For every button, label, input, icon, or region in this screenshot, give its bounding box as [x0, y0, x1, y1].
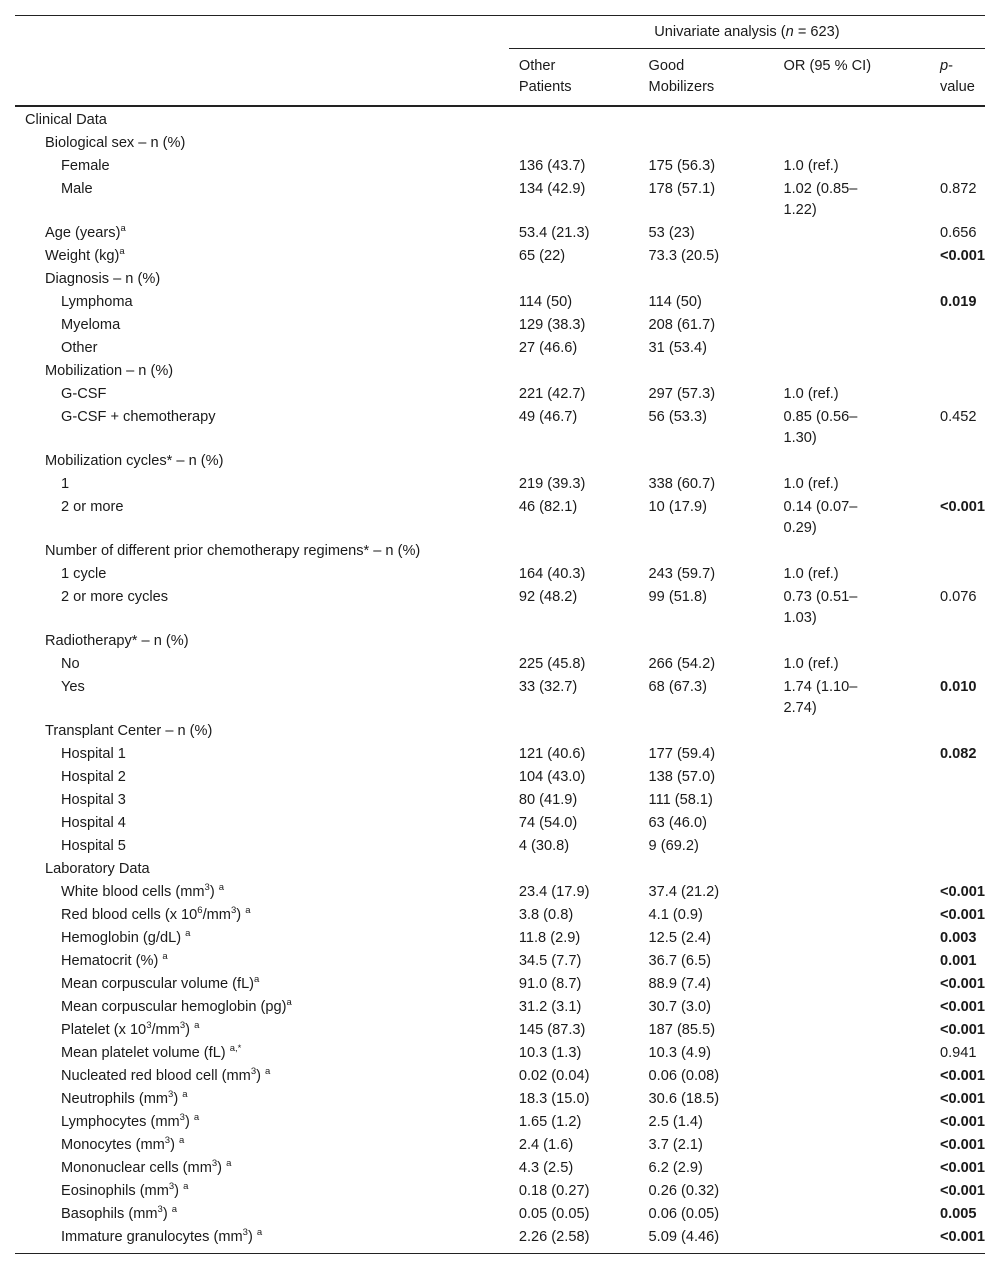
row-label: Other [61, 340, 98, 356]
cell-p-value [930, 383, 985, 406]
table-row [15, 406, 985, 450]
cell-or-ci: 1.0 (ref.) [783, 158, 839, 174]
cell-p-value [930, 314, 985, 337]
cell-other-patients: 10.3 (1.3) [518, 1045, 582, 1061]
row-label: Hospital 1 [61, 746, 126, 762]
cell-other-patients: 219 (39.3) [518, 476, 586, 492]
table-row [15, 155, 985, 178]
cell-other-patients: 27 (46.6) [518, 340, 578, 356]
cell-good-mobilizers: 177 (59.4) [648, 746, 716, 762]
table-row [15, 473, 985, 496]
table-row [15, 450, 985, 473]
cell-or-ci [774, 766, 930, 789]
cell-other-patients: 129 (38.3) [518, 317, 586, 333]
cell-p-value [930, 450, 985, 473]
cell-other-patients: 49 (46.7) [518, 409, 578, 425]
table-row [15, 1042, 985, 1065]
cell-or-ci [774, 858, 930, 881]
cell-good-mobilizers: 30.7 (3.0) [648, 999, 712, 1015]
cell-p-value: <0.001 [939, 907, 985, 923]
cell-good-mobilizers: 175 (56.3) [648, 158, 716, 174]
cell-or-ci [774, 450, 930, 473]
span-header: Univariate analysis (n = 623) [509, 16, 985, 49]
cell-or-ci [774, 950, 930, 973]
cell-p-value: 0.010 [939, 679, 977, 695]
cell-p-value: 0.082 [939, 746, 977, 762]
cell-good-mobilizers [639, 106, 774, 132]
cell-p-value: <0.001 [939, 1091, 985, 1107]
row-label: Hospital 3 [61, 792, 126, 808]
row-label: Basophils $(mm^3)$ $^a$ [61, 1204, 178, 1222]
cell-p-value [930, 360, 985, 383]
cell-good-mobilizers: 31 (53.4) [648, 340, 707, 356]
table-row [15, 222, 985, 245]
cell-p-value [930, 268, 985, 291]
cell-or-ci [774, 973, 930, 996]
cell-or-ci: 1.0 (ref.) [783, 566, 839, 582]
cell-good-mobilizers: 68 (67.3) [648, 679, 707, 695]
cell-p-value [930, 653, 985, 676]
cell-good-mobilizers: 3.7 (2.1) [648, 1137, 703, 1153]
row-label: Number of different prior chemotherapy regimens* – n (%) [45, 543, 421, 559]
cell-or-ci [774, 222, 930, 245]
table-row [15, 653, 985, 676]
cell-other-patients: 18.3 (15.0) [518, 1091, 590, 1107]
row-label: Hospital 4 [61, 815, 126, 831]
cell-or-ci: 1.0 (ref.) [783, 386, 839, 402]
table-row [15, 291, 985, 314]
row-label: Transplant Center – n (%) [45, 723, 213, 739]
cell-other-patients [509, 268, 639, 291]
row-label: 1 [61, 476, 70, 492]
cell-good-mobilizers: 338 (60.7) [648, 476, 716, 492]
cell-or-ci: 0.14 (0.07–0.29) [783, 499, 858, 536]
cell-or-ci: 1.74 (1.10–2.74) [783, 679, 858, 716]
cell-good-mobilizers: 53 (23) [648, 225, 695, 241]
cell-or-ci [774, 1180, 930, 1203]
cell-good-mobilizers: 30.6 (18.5) [648, 1091, 720, 1107]
cell-p-value: <0.001 [939, 1183, 985, 1199]
cell-good-mobilizers: 111 (58.1) [648, 792, 713, 808]
cell-or-ci [774, 881, 930, 904]
table-row [15, 720, 985, 743]
cell-or-ci [774, 630, 930, 653]
row-label: Red blood cells (x $10^6/mm^3$) $^a$ [61, 905, 251, 923]
cell-other-patients: 91.0 (8.7) [518, 976, 582, 992]
cell-or-ci [774, 540, 930, 563]
table-row [15, 858, 985, 881]
cell-good-mobilizers: 36.7 (6.5) [648, 953, 712, 969]
table-row [15, 314, 985, 337]
cell-or-ci [774, 132, 930, 155]
row-label: Neutrophils $(mm^3)$ $^a$ [61, 1089, 188, 1107]
table-row [15, 835, 985, 858]
table-row [15, 881, 985, 904]
cell-or-ci: 1.02 (0.85–1.22) [783, 181, 858, 218]
col-header-p-value: p-value [930, 49, 985, 107]
cell-good-mobilizers [639, 450, 774, 473]
table-row [15, 496, 985, 540]
cell-p-value: 0.019 [939, 294, 977, 310]
cell-other-patients: 34.5 (7.7) [518, 953, 582, 969]
row-label: Nucleated red blood cell $(mm^3)$ $^a$ [61, 1066, 271, 1084]
cell-other-patients [509, 630, 639, 653]
cell-or-ci [774, 1226, 930, 1254]
row-label: Yes [61, 679, 85, 695]
table-row [15, 743, 985, 766]
table-row [15, 337, 985, 360]
cell-p-value [930, 337, 985, 360]
cell-p-value [930, 720, 985, 743]
cell-good-mobilizers: 37.4 (21.2) [648, 884, 720, 900]
cell-good-mobilizers [639, 858, 774, 881]
cell-or-ci [774, 789, 930, 812]
col-header-good-mobilizers: Good Mobilizers [639, 49, 774, 107]
table-row [15, 383, 985, 406]
row-label: Mononuclear cells $(mm^3)$ $^a$ [61, 1158, 232, 1176]
cell-good-mobilizers: 63 (46.0) [648, 815, 707, 831]
cell-p-value: <0.001 [939, 248, 985, 264]
row-label: G-CSF [61, 386, 107, 402]
cell-p-value: 0.076 [939, 589, 977, 605]
cell-p-value [930, 473, 985, 496]
cell-p-value: <0.001 [939, 976, 985, 992]
cell-other-patients: 53.4 (21.3) [518, 225, 590, 241]
cell-p-value: <0.001 [939, 1068, 985, 1084]
table-row [15, 132, 985, 155]
table-row [15, 540, 985, 563]
cell-or-ci [774, 1019, 930, 1042]
cell-good-mobilizers: 243 (59.7) [648, 566, 716, 582]
cell-other-patients: 121 (40.6) [518, 746, 586, 762]
cell-other-patients [509, 720, 639, 743]
cell-or-ci: 0.85 (0.56–1.30) [783, 409, 858, 446]
cell-p-value: 0.452 [939, 409, 977, 425]
table-row [15, 630, 985, 653]
cell-other-patients [509, 450, 639, 473]
table-row [15, 106, 985, 132]
cell-good-mobilizers [639, 268, 774, 291]
row-label: Male [61, 181, 93, 197]
cell-other-patients: 136 (43.7) [518, 158, 586, 174]
row-label: Clinical Data [25, 112, 107, 128]
cell-or-ci [774, 337, 930, 360]
cell-or-ci [774, 743, 930, 766]
table-row [15, 950, 985, 973]
cell-other-patients: 33 (32.7) [518, 679, 578, 695]
cell-or-ci [774, 996, 930, 1019]
cell-other-patients: 221 (42.7) [518, 386, 586, 402]
cell-p-value [930, 155, 985, 178]
header-row-span [15, 16, 985, 49]
cell-other-patients [509, 858, 639, 881]
row-label: Diagnosis – n (%) [45, 271, 161, 287]
row-label: Mean platelet volume (fL) $^{a,*}$ [61, 1043, 242, 1061]
cell-other-patients: 4 (30.8) [518, 838, 570, 854]
cell-other-patients: 4.3 (2.5) [518, 1160, 574, 1176]
row-label: Hospital 5 [61, 838, 126, 854]
cell-other-patients: 114 (50) [518, 294, 573, 310]
cell-p-value: <0.001 [939, 1022, 985, 1038]
cell-good-mobilizers: 12.5 (2.4) [648, 930, 712, 946]
table-row [15, 676, 985, 720]
row-label: Immature granulocytes $(mm^3)$ $^a$ [15, 1226, 509, 1254]
cell-other-patients: 1.65 (1.2) [518, 1114, 582, 1130]
cell-p-value: <0.001 [939, 499, 985, 515]
table-row [15, 766, 985, 789]
cell-p-value: 0.005 [939, 1206, 977, 1222]
cell-good-mobilizers: 88.9 (7.4) [648, 976, 712, 992]
row-label: Platelet (x $10^3/mm^3$) $^a$ [61, 1020, 200, 1038]
row-label: Biological sex – n (%) [45, 135, 186, 151]
table-row [15, 996, 985, 1019]
table-row [15, 927, 985, 950]
cell-p-value: 0.872 [939, 181, 977, 197]
table-row [15, 586, 985, 630]
cell-p-value [930, 835, 985, 858]
cell-good-mobilizers: 114 (50) [648, 294, 702, 310]
cell-other-patients: 3.8 (0.8) [518, 907, 574, 923]
cell-other-patients [509, 106, 639, 132]
table-row [15, 1226, 985, 1254]
row-label: Lymphocytes $(mm^3)$ $^a$ [61, 1112, 200, 1130]
cell-p-value: 0.001 [939, 953, 977, 969]
row-label: Eosinophils $(mm^3)$ $^a$ [61, 1181, 189, 1199]
col-header-other-patients: Other Patients [509, 49, 639, 107]
cell-good-mobilizers: 10.3 (4.9) [648, 1045, 712, 1061]
cell-p-value [930, 858, 985, 881]
table-row [15, 1019, 985, 1042]
cell-other-patients: 92 (48.2) [518, 589, 578, 605]
cell-p-value: <0.001 [939, 1160, 985, 1176]
cell-or-ci [774, 268, 930, 291]
cell-or-ci [774, 927, 930, 950]
cell-good-mobilizers: 73.3 (20.5) [648, 248, 720, 264]
cell-good-mobilizers [639, 132, 774, 155]
cell-good-mobilizers: 9 (69.2) [648, 838, 699, 854]
cell-or-ci [774, 360, 930, 383]
table-row [15, 268, 985, 291]
cell-or-ci [774, 812, 930, 835]
cell-other-patients: 0.05 (0.05) [518, 1206, 590, 1222]
cell-p-value: <0.001 [939, 999, 985, 1015]
table-row [15, 1065, 985, 1088]
table-row [15, 178, 985, 222]
cell-other-patients: 80 (41.9) [518, 792, 578, 808]
cell-other-patients: 65 (22) [518, 248, 566, 264]
col-header-or: OR (95 % CI) [774, 49, 930, 107]
cell-or-ci [774, 314, 930, 337]
cell-or-ci [774, 291, 930, 314]
cell-good-mobilizers: 99 (51.8) [648, 589, 707, 605]
row-label: Female [61, 158, 110, 174]
cell-p-value: <0.001 [930, 1226, 985, 1254]
cell-other-patients: 104 (43.0) [518, 769, 586, 785]
row-label: Laboratory Data [45, 861, 150, 877]
table-row [15, 973, 985, 996]
header-row-columns [15, 49, 985, 107]
cell-p-value [930, 766, 985, 789]
cell-p-value: <0.001 [939, 1137, 985, 1153]
cell-good-mobilizers: 187 (85.5) [648, 1022, 716, 1038]
cell-other-patients: 164 (40.3) [518, 566, 586, 582]
row-label: Mobilization cycles* – n (%) [45, 453, 224, 469]
cell-or-ci [774, 1134, 930, 1157]
cell-good-mobilizers: 0.06 (0.05) [648, 1206, 720, 1222]
cell-or-ci [774, 904, 930, 927]
cell-good-mobilizers: 6.2 (2.9) [648, 1160, 703, 1176]
row-label: G-CSF + chemotherapy [61, 409, 216, 425]
cell-p-value: 0.941 [939, 1045, 977, 1061]
cell-other-patients: 46 (82.1) [518, 499, 578, 515]
table-row [15, 904, 985, 927]
cell-good-mobilizers: 266 (54.2) [648, 656, 716, 672]
row-label: 2 or more cycles [61, 589, 169, 605]
cell-good-mobilizers: 2.5 (1.4) [648, 1114, 703, 1130]
cell-or-ci [774, 1065, 930, 1088]
cell-p-value: <0.001 [939, 1114, 985, 1130]
cell-other-patients: 145 (87.3) [518, 1022, 586, 1038]
row-label: Age (years)$^a$ [45, 223, 126, 241]
row-label: Mobilization – n (%) [45, 363, 174, 379]
table-row [15, 1157, 985, 1180]
cell-p-value [930, 812, 985, 835]
row-label: Mean corpuscular volume (fL)$^a$ [61, 974, 260, 992]
table-row [15, 360, 985, 383]
cell-p-value [930, 630, 985, 653]
cell-p-value: <0.001 [939, 884, 985, 900]
cell-good-mobilizers [639, 360, 774, 383]
cell-or-ci [774, 1111, 930, 1134]
row-label: Mean corpuscular hemoglobin (pg)$^a$ [61, 997, 292, 1015]
table-row [15, 1203, 985, 1226]
cell-p-value [930, 789, 985, 812]
cell-p-value [930, 563, 985, 586]
row-label: Hemoglobin (g/dL) $^a$ [61, 928, 191, 946]
cell-other-patients: 0.02 (0.04) [518, 1068, 590, 1084]
row-label: 1 cycle [61, 566, 107, 582]
cell-or-ci: 0.73 (0.51–1.03) [783, 589, 858, 626]
cell-or-ci [774, 835, 930, 858]
cell-other-patients: 225 (45.8) [518, 656, 586, 672]
cell-good-mobilizers [639, 630, 774, 653]
cell-other-patients: 74 (54.0) [518, 815, 578, 831]
row-label: Lymphoma [61, 294, 133, 310]
table-row [15, 812, 985, 835]
cell-or-ci: 1.0 (ref.) [783, 656, 839, 672]
table-row [15, 1111, 985, 1134]
cell-other-patients: 11.8 (2.9) [518, 930, 581, 946]
cell-other-patients: 2.26 (2.58) [509, 1226, 639, 1254]
cell-p-value: 0.656 [939, 225, 977, 241]
table-row [15, 1088, 985, 1111]
cell-good-mobilizers: 0.06 (0.08) [648, 1068, 720, 1084]
table-row [15, 1180, 985, 1203]
cell-or-ci [774, 1088, 930, 1111]
row-label: Hematocrit (%) $^a$ [61, 951, 168, 969]
cell-other-patients: 23.4 (17.9) [518, 884, 590, 900]
cell-or-ci [774, 245, 930, 268]
cell-good-mobilizers [639, 720, 774, 743]
cell-good-mobilizers [639, 540, 774, 563]
cell-or-ci [774, 1203, 930, 1226]
cell-other-patients: 31.2 (3.1) [518, 999, 582, 1015]
cell-other-patients: 134 (42.9) [518, 181, 586, 197]
univariate-analysis-table [15, 15, 985, 1254]
cell-p-value [930, 540, 985, 563]
row-label: No [61, 656, 80, 672]
cell-or-ci [774, 1042, 930, 1065]
cell-p-value [930, 132, 985, 155]
row-label: Hospital 2 [61, 769, 126, 785]
cell-good-mobilizers: 5.09 (4.46) [639, 1226, 774, 1254]
table-row [15, 789, 985, 812]
cell-good-mobilizers: 138 (57.0) [648, 769, 716, 785]
cell-good-mobilizers: 4.1 (0.9) [648, 907, 703, 923]
row-label: Radiotherapy* – n (%) [45, 633, 189, 649]
cell-or-ci [774, 720, 930, 743]
table-row [15, 245, 985, 268]
table-row [15, 1134, 985, 1157]
cell-good-mobilizers: 178 (57.1) [648, 181, 716, 197]
cell-or-ci [774, 106, 930, 132]
cell-p-value [930, 106, 985, 132]
cell-good-mobilizers: 56 (53.3) [648, 409, 707, 425]
row-label: Myeloma [61, 317, 121, 333]
cell-or-ci: 1.0 (ref.) [783, 476, 839, 492]
cell-good-mobilizers: 0.26 (0.32) [648, 1183, 720, 1199]
cell-or-ci [774, 1157, 930, 1180]
row-label: Monocytes $(mm^3)$ $^a$ [61, 1135, 185, 1153]
cell-other-patients [509, 132, 639, 155]
table-row [15, 563, 985, 586]
row-label: White blood cells $(mm^3)$ $^a$ [61, 882, 225, 900]
cell-other-patients: 2.4 (1.6) [518, 1137, 574, 1153]
cell-good-mobilizers: 208 (61.7) [648, 317, 716, 333]
cell-good-mobilizers: 297 (57.3) [648, 386, 716, 402]
cell-good-mobilizers: 10 (17.9) [648, 499, 707, 515]
cell-p-value: 0.003 [939, 930, 977, 946]
cell-other-patients [509, 540, 639, 563]
cell-other-patients [509, 360, 639, 383]
cell-other-patients: 0.18 (0.27) [518, 1183, 590, 1199]
row-label: 2 or more [61, 499, 124, 515]
row-label: Weight (kg)$^a$ [45, 246, 125, 264]
